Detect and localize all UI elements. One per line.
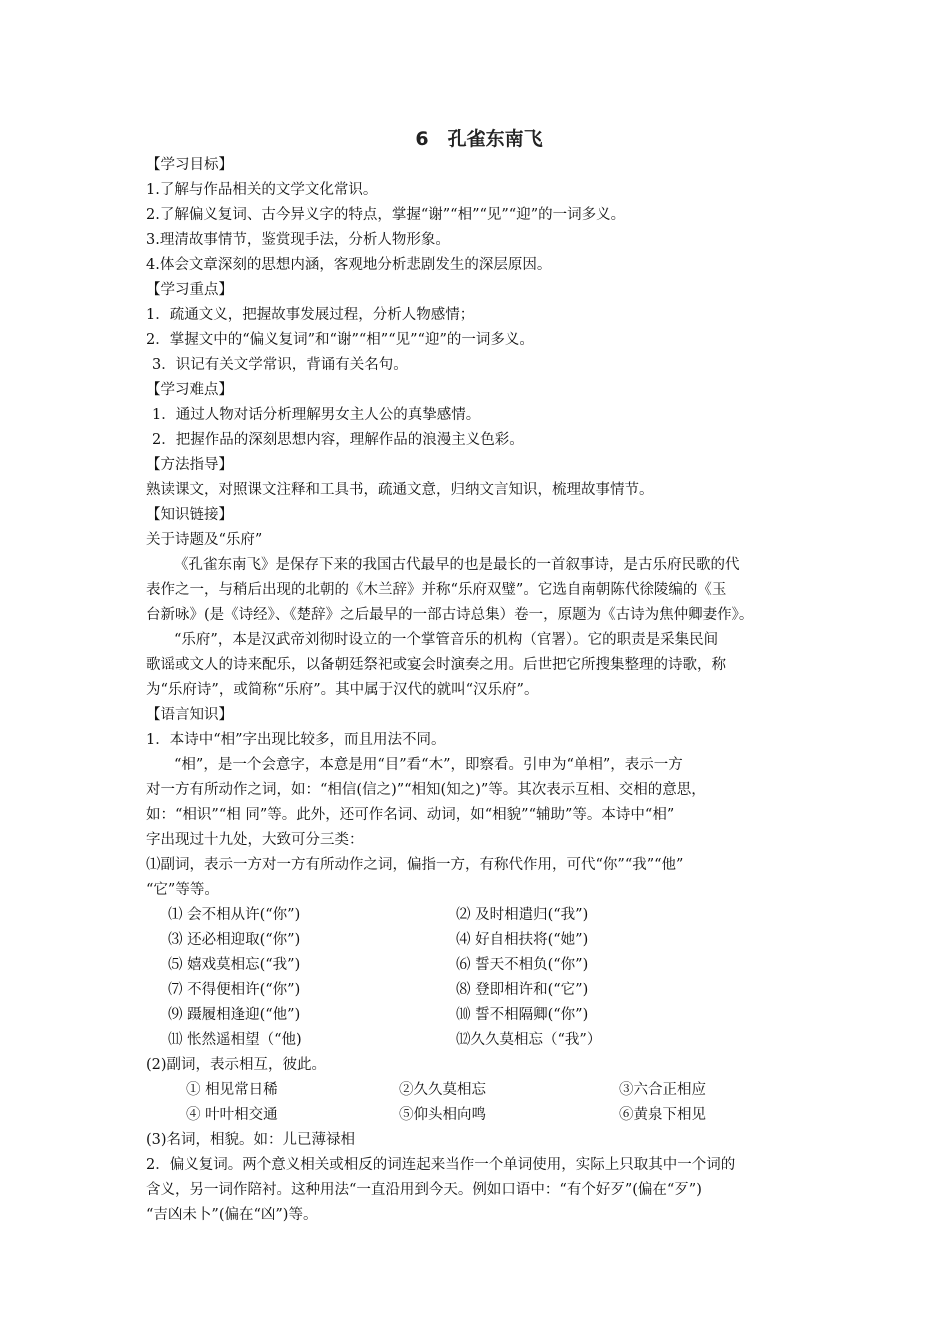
example-item: ⑻ 登即相许和(“它”): [456, 982, 589, 998]
example-item: ⑸ 嬉戏莫相忘(“我”): [168, 957, 301, 973]
section-heading-method: 【方法指导】: [146, 457, 233, 473]
section-heading-goals: 【学习目标】: [146, 157, 233, 173]
paragraph-line: 为“乐府诗”，或简称“乐府”。其中属于汉代的就叫“汉乐府”。: [146, 682, 539, 698]
paragraph-line: 如：“相识”“相 同”等。此外，还可作名词、动词，如“相貌”“辅助”等。本诗中“相”: [146, 807, 675, 823]
example-item: ⑿久久莫相忘（“我”）: [456, 1032, 602, 1048]
section-heading-language: 【语言知识】: [146, 707, 233, 723]
page-title: 6 孔雀东南飞: [415, 128, 543, 150]
focus-item: 1．疏通文义，把握故事发展过程，分析人物感情；: [146, 307, 475, 323]
paragraph-line: 对一方有所动作之词，如：“相信(信之)”“相知(知之)”等。其次表示互相、交相的意思，: [146, 782, 706, 798]
paragraph-line: 台新咏》(是《诗经》、《楚辞》之后最早的一部古诗总集）卷一，原题为《古诗为焦仲卿妻作》。: [146, 607, 754, 623]
paragraph-line: 字出现过十九处，大致可分三类：: [146, 832, 364, 848]
section-heading-knowledge: 【知识链接】: [146, 507, 233, 523]
example-item: ②久久莫相忘: [399, 1082, 486, 1098]
section-heading-focus: 【学习重点】: [146, 282, 233, 298]
document-page: [146, 125, 812, 1228]
category-one-line: ⑴副词，表示一方对一方有所动作之词，偏指一方，有称代作用，可代“你”“我”“他”: [146, 857, 684, 873]
method-text: 熟读课文，对照课文注释和工具书，疏通文意，归纳文言知识，梳理故事情节。: [146, 482, 654, 498]
goal-item: 4.体会文章深刻的思想内涵，客观地分析悲剧发生的深层原因。: [146, 257, 552, 273]
category-one-line: “它”等等。: [146, 882, 219, 898]
goal-item: 2.了解偏义复词、古今异义字的特点，掌握“谢”“相”“见”“迎”的一词多义。: [146, 207, 626, 223]
example-item: ⑶ 还必相迎取(“你”): [168, 932, 301, 948]
focus-item: 3．识记有关文学常识，背诵有关名句。: [152, 357, 408, 373]
example-item: ⑷ 好自相扶将(“她”): [456, 932, 589, 948]
paragraph-line: 2．偏义复词。两个意义相关或相反的词连起来当作一个单词使用，实际上只取其中一个词的: [146, 1157, 736, 1173]
paragraph-line: “相”，是一个会意字，本意是用“目”看“木”，即察看。引申为“单相”，表示一方: [174, 757, 683, 773]
example-item: ④ 叶叶相交通: [186, 1107, 278, 1123]
section-heading-difficulty: 【学习难点】: [146, 382, 233, 398]
paragraph-line: 含义，另一词作陪衬。这种用法“一直沿用到今天。例如口语中：“有个好歹”(偏在“歹”): [146, 1182, 702, 1198]
category-two-line: (2)副词，表示相互，彼此。: [146, 1057, 327, 1073]
example-item: ⑺ 不得便相许(“你”): [168, 982, 301, 998]
language-intro: 1．本诗中“相”字出现比较多，而且用法不同。: [146, 732, 446, 748]
focus-item: 2．掌握文中的“偏义复词”和“谢”“相”“见”“迎”的一词多义。: [146, 332, 534, 348]
example-item: ⑹ 誓天不相负(“你”): [456, 957, 589, 973]
example-item: ⑵ 及时相遣归(“我”): [456, 907, 589, 923]
example-item: ⑴ 会不相从许(“你”): [168, 907, 301, 923]
example-item: ① 相见常日稀: [186, 1082, 278, 1098]
difficulty-item: 1．通过人物对话分析理解男女主人公的真挚感情。: [152, 407, 481, 423]
example-item: ⑽ 誓不相隔卿(“你”): [456, 1007, 589, 1023]
difficulty-item: 2．把握作品的深刻思想内容，理解作品的浪漫主义色彩。: [152, 432, 524, 448]
paragraph-line: 《孔雀东南飞》是保存下来的我国古代最早的也是最长的一首叙事诗，是古乐府民歌的代: [174, 557, 740, 573]
goal-item: 3.理清故事情节，鉴赏现手法，分析人物形象。: [146, 232, 450, 248]
example-item: ⑤仰头相向鸣: [399, 1107, 486, 1123]
category-one-examples: [146, 903, 812, 1053]
example-item: ⑾ 怅然遥相望（“他): [168, 1032, 302, 1048]
paragraph-line: “乐府”，本是汉武帝刘彻时设立的一个掌管音乐的机构（官署）。它的职责是采集民间: [174, 632, 719, 648]
knowledge-subheading: 关于诗题及“乐府”: [146, 532, 263, 548]
paragraph-line: 表作之一，与稍后出现的北朝的《木兰辞》并称“乐府双璧”。它选自南朝陈代徐陵编的《玉: [146, 582, 727, 598]
example-item: ⑥黄泉下相见: [619, 1107, 706, 1123]
example-item: ⑼ 蹑履相逢迎(“他”): [168, 1007, 301, 1023]
paragraph-line: 歌谣或文人的诗来配乐，以备朝廷祭祀或宴会时演奏之用。后世把它所搜集整理的诗歌，称: [146, 657, 726, 673]
example-item: ③六合正相应: [619, 1082, 706, 1098]
category-two-examples: [146, 1078, 812, 1128]
paragraph-line: “吉凶未卜”(偏在“凶”)等。: [146, 1207, 318, 1223]
category-three-line: (3)名词，相貌。如：儿已薄禄相: [146, 1132, 356, 1148]
goal-item: 1.了解与作品相关的文学文化常识。: [146, 182, 378, 198]
